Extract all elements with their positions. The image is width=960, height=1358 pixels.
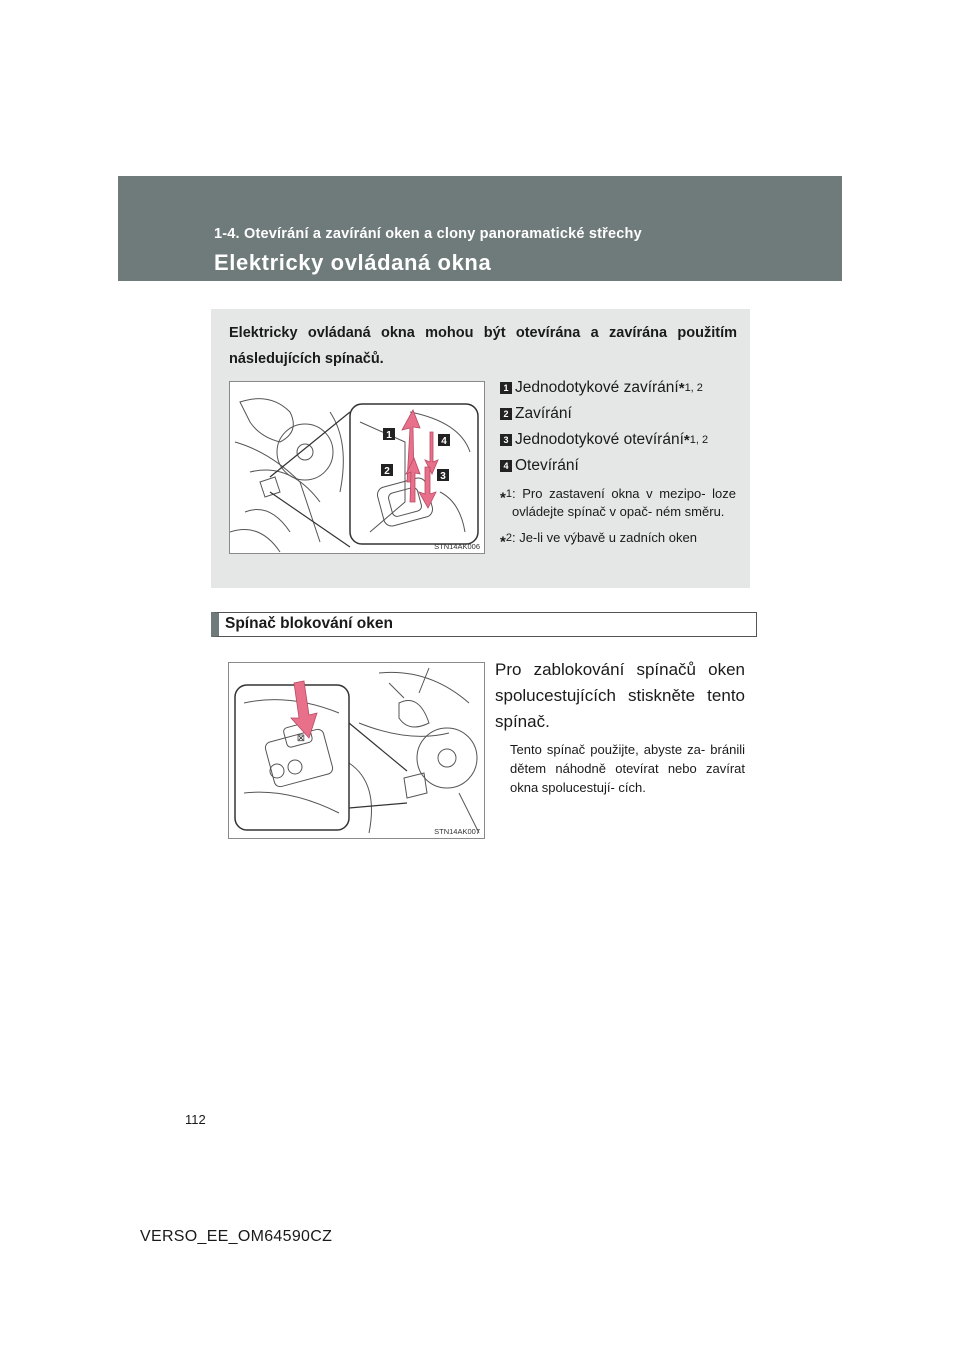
footnote-star: *: [683, 431, 690, 449]
footnote-mark: *: [500, 533, 506, 551]
legend-number: 4: [500, 460, 512, 472]
callout-4: 4: [441, 436, 447, 447]
footnote-text: : Je-li ve výbavě u zadních oken: [511, 530, 697, 545]
legend-item: [500, 453, 740, 479]
lock-switch-illustration: [228, 662, 485, 839]
subheading-text: Spínač blokování oken: [225, 615, 393, 632]
callout-3: 3: [440, 471, 446, 482]
lock-note: Tento spínač použijte, abyste za- bránili dětem náhodně otevírat nebo zavírat okna spolucestují- cích.: [510, 742, 745, 795]
legend-note: 1, 2: [689, 434, 709, 446]
footnote: [500, 485, 736, 521]
footnote-sup: 1: [505, 488, 512, 500]
legend-label: Jednodotykové zavírání: [515, 379, 679, 396]
legend-label: Zavírání: [515, 405, 572, 422]
legend-number: 1: [500, 382, 512, 394]
legend-note: 1, 2: [684, 382, 703, 394]
lock-instruction: Pro zablokování spínačů oken spolucestujících stiskněte tento spínač.: [495, 660, 745, 731]
callout-2: 2: [384, 466, 390, 477]
footnote-star: *: [678, 379, 685, 397]
callout-1: 1: [386, 430, 392, 441]
document-code: VERSO_EE_OM64590CZ: [140, 1228, 333, 1245]
legend-item: [500, 401, 740, 427]
illustration-code: STN14AK006: [434, 542, 480, 551]
intro-box: [211, 309, 750, 588]
page-title: Elektricky ovládaná okna: [214, 250, 492, 275]
lock-switch-drawing: [229, 663, 484, 838]
footnote: [500, 529, 736, 551]
switch-legend: [500, 375, 740, 479]
intro-text: Elektricky ovládaná okna mohou být otevírána a zavírána použitím následujících spínačů.: [229, 325, 737, 367]
footnote-text: : Pro zastavení okna v mezipo- loze ovládejte spínač v opač- ném směru.: [511, 486, 736, 519]
lock-switch-heading: [211, 612, 757, 637]
footnote-mark: *: [500, 489, 506, 507]
lock-symbol: ⊠: [296, 733, 306, 744]
window-switch-drawing: [230, 382, 484, 553]
legend-number: 2: [500, 408, 512, 420]
legend-item: [500, 375, 740, 401]
legend-label: Otevírání: [515, 457, 579, 474]
illustration-code: STN14AK007: [434, 827, 480, 836]
chapter-header: [118, 176, 842, 281]
footnotes: [500, 485, 736, 559]
page-number: 112: [185, 1112, 206, 1127]
window-switch-illustration: [229, 381, 485, 554]
section-title: 1-4. Otevírání a zavírání oken a clony panoramatické střechy: [214, 226, 642, 242]
legend-number: 3: [500, 434, 512, 446]
footnote-sup: 2: [505, 532, 512, 544]
legend-label: Jednodotykové otevírání: [515, 431, 684, 448]
legend-item: [500, 427, 740, 453]
